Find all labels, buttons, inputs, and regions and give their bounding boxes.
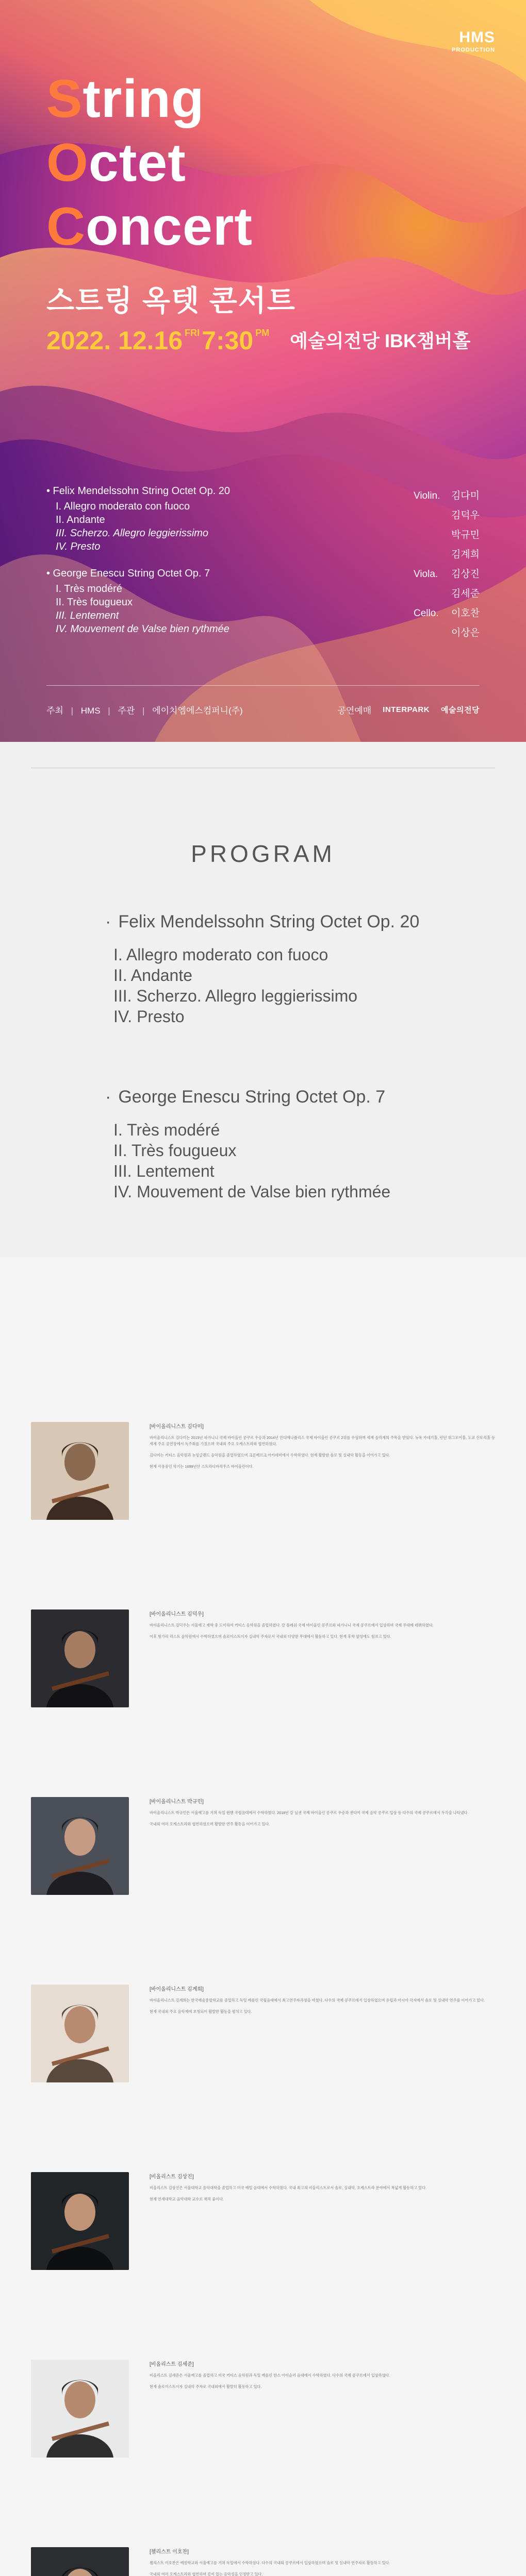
performer-photo	[31, 2360, 129, 2458]
title-rest-2: ctet	[88, 133, 186, 193]
performers-list	[414, 486, 480, 643]
bio-paragraph: 현재 사용중인 악기는 1699년산 스트라디바리우스 바이올린이다.	[150, 1464, 254, 1469]
bio-name: [바이올리니스트 김계희]	[150, 1987, 204, 1992]
bio-paragraph: 국내외 여러 오케스트라와 협연하였으며 활발한 연주 활동을 이어가고 있다.	[150, 1822, 270, 1826]
bio-paragraph: 현재 솔로이스트이자 실내악 주자로 국내외에서 활발히 활동하고 있다.	[150, 2384, 262, 2389]
bio-paragraph: 김다미는 커티스 음악원과 뉴잉글랜드 음악원을 졸업하였으며 크론베르크 아카데미에서 수학하였다. 현재 활발한 솔로 및 실내악 활동을 이어가고 있다.	[150, 1453, 390, 1458]
separator: |	[108, 706, 110, 716]
concert-date: 2022. 12.16	[46, 326, 183, 355]
hms-production-logo	[452, 30, 495, 53]
poster-program-group	[46, 567, 230, 636]
performer-name: 이상은	[451, 628, 480, 638]
brand-subline: PRODUCTION	[452, 47, 495, 53]
title-line-3	[46, 195, 253, 259]
bio-paragraph: 바이올리니스트 김다미는 2015년 파가니니 국제 바이올린 콩쿠르 우승과 2014년 인디애나폴리스 국제 바이올린 콩쿠르 2위를 수상하며 세계 음악계의 주목을 받았다. 뉴욕 카네기홀, 런던 위그모어홀, 도쿄 산토리홀 등 세계 주요 공연장에서 독주회를 가졌으며 국내외 주요 오케스트라와 협연하였다.	[150, 1435, 495, 1446]
host-label: 주최	[46, 706, 63, 716]
movement: IV. Presto	[113, 1007, 185, 1026]
title-initial-2: O	[46, 133, 89, 193]
poster-title	[46, 67, 253, 259]
poster-movement: II. Andante	[56, 514, 105, 526]
bio-paragraph: 이후 헝가리 리스트 음악원에서 수학하였으며 솔로이스트이자 실내악 주자로서 국내외 다양한 무대에서 활동하고 있다. 현재 후학 양성에도 힘쓰고 있다.	[150, 1634, 391, 1639]
performer-photo	[31, 2172, 129, 2270]
performer-photo	[31, 1985, 129, 2082]
bio-name: [바이올리니스트 김다미]	[150, 1424, 204, 1430]
bio-paragraph: 비올리스트 김세준은 서울예고를 졸업하고 미국 커티스 음악원과 독일 베를린 한스 아이슬러 음대에서 수학하였다. 다수의 국제 콩쿠르에서 입상하였다.	[150, 2373, 390, 2378]
bio-name: [비올리스트 김세준]	[150, 2362, 194, 2367]
program-group-2	[105, 1087, 391, 1202]
movement: I. Très modéré	[113, 1121, 220, 1139]
bio-paragraph: 현재 국내외 주요 음악제에 초청되어 활발한 활동을 펼치고 있다.	[150, 2009, 252, 2014]
organizer-label: 주관	[118, 706, 135, 716]
poster-movement: I. Allegro moderato con fuoco	[56, 501, 190, 512]
concert-poster	[0, 0, 526, 742]
movement: II. Très fougueux	[113, 1141, 237, 1160]
bio-paragraph: 현재 연세대학교 음악대학 교수로 재직 중이다.	[150, 2197, 224, 2201]
bio-name: [비올리스트 김상진]	[150, 2174, 194, 2180]
bio-text	[150, 2172, 495, 2208]
performer-row	[414, 545, 480, 565]
bio-paragraph: 첼리스트 이호찬은 예원학교와 서울예고를 거쳐 독일에서 수학하였다. 다수의 국내외 콩쿠르에서 입상하였으며 솔로 및 실내악 연주자로 활동하고 있다.	[150, 2561, 390, 2565]
poster-program-group	[46, 484, 230, 553]
performer-name: 이호찬	[451, 608, 480, 619]
program-heading: PROGRAM	[191, 840, 335, 867]
movement: II. Andante	[113, 966, 193, 985]
host-value: HMS	[80, 706, 101, 716]
brand-name: HMS	[459, 29, 495, 46]
bullet: ·	[105, 912, 111, 931]
bio-paragraph: 국내외 여러 오케스트라와 협연하며 깊이 있는 음악성을 인정받고 있다.	[150, 2572, 263, 2576]
program-section	[0, 742, 526, 1257]
performer-row	[414, 584, 480, 604]
performer-name: 김세준	[451, 588, 480, 599]
sac-logo: 예술의전당	[441, 706, 480, 715]
performer-name: 김계희	[451, 549, 480, 560]
bio-paragraph: 바이올리니스트 김덕우는 서울예고 재학 중 도미하여 커티스 음악원을 졸업하였다. 칼 플레쉬 국제 바이올린 콩쿠르와 파가니니 국제 콩쿠르에서 입상하며 국제 무대에 데뷔하였다.	[150, 1623, 434, 1628]
performer-name: 김덕우	[451, 510, 480, 521]
movement: I. Allegro moderato con fuoco	[113, 945, 328, 964]
poster-movement: II. Très fougueux	[56, 597, 133, 608]
sponsor-label: 공연예매	[337, 706, 372, 716]
bio-text	[150, 1609, 495, 1645]
title-line-2	[46, 131, 253, 195]
bio-name: [첼리스트 이호찬]	[150, 2549, 189, 2555]
bullet: ·	[105, 1087, 111, 1107]
bio-paragraph: 바이올리니스트 박규민은 서울예고를 거쳐 독일 뮌헨 국립음대에서 수학하였다. 2018년 칼 닐센 국제 바이올린 콩쿠르 우승과 센다이 국제 음악 콩쿠르 입상 등 다수의 국제 콩쿠르에서 두각을 나타냈다.	[150, 1810, 469, 1815]
bio-text	[150, 2547, 495, 2576]
poster-program-list	[46, 484, 230, 649]
bio-name: [바이올리니스트 김덕우]	[150, 1612, 204, 1617]
title-initial-3: C	[46, 197, 86, 257]
bio-paragraph: 바이올리니스트 김계희는 한국예술종합학교를 졸업하고 독일 베를린 국립음대에서 최고연주자과정을 마쳤다. 다수의 국제 콩쿠르에서 입상하였으며 유럽과 아시아 각지에서 솔로 및 실내악 연주를 이어가고 있다.	[150, 1998, 485, 2003]
bio-text	[150, 1797, 495, 1833]
program-composer	[105, 912, 419, 932]
movement: III. Scherzo. Allegro leggierissimo	[113, 987, 358, 1005]
performer-name: 박규민	[451, 530, 480, 540]
performer-photo	[31, 2547, 129, 2576]
bio-text	[150, 1985, 495, 2020]
organizer-value: 에이치엠에스컴퍼니(주)	[152, 706, 243, 716]
performer-photo	[31, 1609, 129, 1707]
date-time-venue	[46, 326, 470, 355]
performer-row	[414, 604, 480, 623]
korean-title: 스트링 옥텟 콘서트	[46, 284, 296, 317]
bio-text	[150, 2360, 495, 2395]
title-rest-1: tring	[83, 69, 205, 129]
bio-paragraph: 비올리스트 김상진은 서울대학교 음악대학을 졸업하고 미국 예일 음대에서 수학하였다. 국내 최고의 비올리스트로서 솔로, 실내악, 오케스트라 분야에서 폭넓게 활동하고 있다.	[150, 2185, 426, 2190]
performer-row	[414, 506, 480, 526]
performer-role: Violin.	[414, 490, 440, 501]
bio-text	[150, 1422, 495, 1475]
movement: III. Lentement	[113, 1162, 215, 1180]
separator: |	[71, 706, 74, 716]
performer-row	[414, 623, 480, 643]
performer-row	[414, 526, 480, 545]
bio-name: [바이올리니스트 박규민]	[150, 1799, 204, 1805]
performer-role: Viola.	[414, 569, 438, 580]
performer-role: Cello.	[414, 608, 439, 619]
separator: |	[142, 706, 145, 716]
performer-photo	[31, 1422, 129, 1520]
composer-text: George Enescu String Octet Op. 7	[118, 1087, 386, 1107]
poster-composer: • George Enescu String Octet Op. 7	[46, 568, 210, 579]
ticket-sponsors	[337, 703, 480, 716]
concert-venue: 예술의전당 IBK챔버홀	[290, 330, 471, 351]
title-line-1	[46, 67, 253, 131]
performer-row	[414, 565, 480, 584]
performer-bios	[0, 1257, 526, 2576]
program-group-1	[105, 912, 420, 1027]
concert-time: 7:30	[202, 326, 254, 355]
poster-movement: IV. Presto	[56, 541, 101, 552]
poster-composer: • Felix Mendelssohn String Octet Op. 20	[46, 485, 231, 497]
performer-name: 김상진	[451, 569, 480, 580]
program-composer	[105, 1087, 390, 1107]
composer-text: Felix Mendelssohn String Octet Op. 20	[118, 912, 420, 931]
interpark-logo: INTERPARK	[383, 705, 430, 714]
title-rest-3: oncert	[86, 197, 253, 257]
title-initial-1: S	[46, 69, 83, 129]
performer-row	[414, 486, 480, 506]
poster-movement: III. Lentement	[56, 610, 119, 621]
poster-movement: IV. Mouvement de Valse bien rythmée	[56, 623, 229, 635]
poster-footer	[46, 685, 480, 716]
movement: IV. Mouvement de Valse bien rythmée	[113, 1182, 391, 1201]
concert-day: FRI	[185, 328, 200, 338]
poster-movement: III. Scherzo. Allegro leggierissimo	[56, 528, 209, 539]
concert-ampm: PM	[255, 328, 270, 338]
credits	[46, 703, 243, 716]
performer-photo	[31, 1797, 129, 1895]
performer-name: 김다미	[451, 490, 480, 501]
poster-movement: I. Très modéré	[56, 583, 122, 595]
